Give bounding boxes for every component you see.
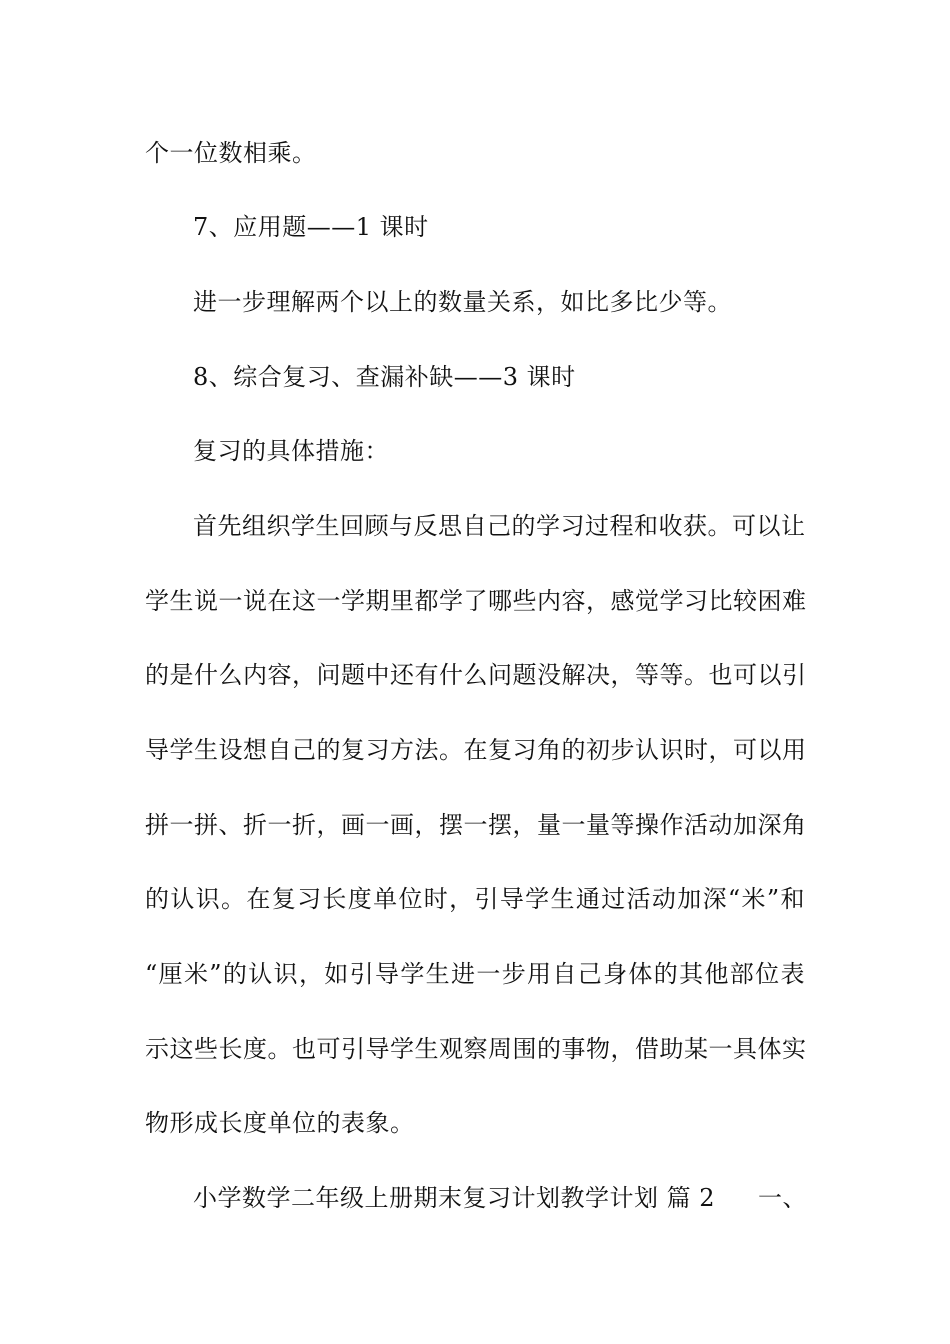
paragraph-line: 首先组织学生回顾与反思自己的学习过程和收获。可以让 (193, 512, 806, 540)
paragraph-line: 导学生设想自己的复习方法。在复习角的初步认识时，可以用 (145, 736, 807, 764)
paragraph-line: 拼一拼、折一折，画一画，摆一摆，量一量等操作活动加深角 (145, 811, 807, 839)
paragraph-line: “厘米”的认识，如引导学生进一步用自己身体的其他部位表 (145, 960, 805, 988)
section-title: 小学数学二年级上册期末复习计划教学计划 篇 2 (193, 1184, 716, 1212)
section-number: 一、 (758, 1184, 807, 1212)
subheading: 复习的具体措施： (193, 437, 389, 465)
section-heading: 7、应用题——1 课时 (193, 213, 429, 241)
paragraph-line: 进一步理解两个以上的数量关系，如比多比少等。 (193, 288, 732, 316)
paragraph-line: 的认识。在复习长度单位时，引导学生通过活动加深“米”和 (145, 885, 805, 913)
section-heading: 8、综合复习、查漏补缺——3 课时 (193, 363, 576, 391)
paragraph-line: 的是什么内容，问题中还有什么问题没解决，等等。也可以引 (145, 661, 807, 689)
paragraph-line: 学生说一说在这一学期里都学了哪些内容，感觉学习比较困难 (145, 587, 807, 615)
paragraph-line: 个一位数相乘。 (145, 139, 317, 167)
paragraph-line: 示这些长度。也可引导学生观察周围的事物，借助某一具体实 (145, 1035, 807, 1063)
paragraph-line: 物形成长度单位的表象。 (145, 1109, 415, 1137)
